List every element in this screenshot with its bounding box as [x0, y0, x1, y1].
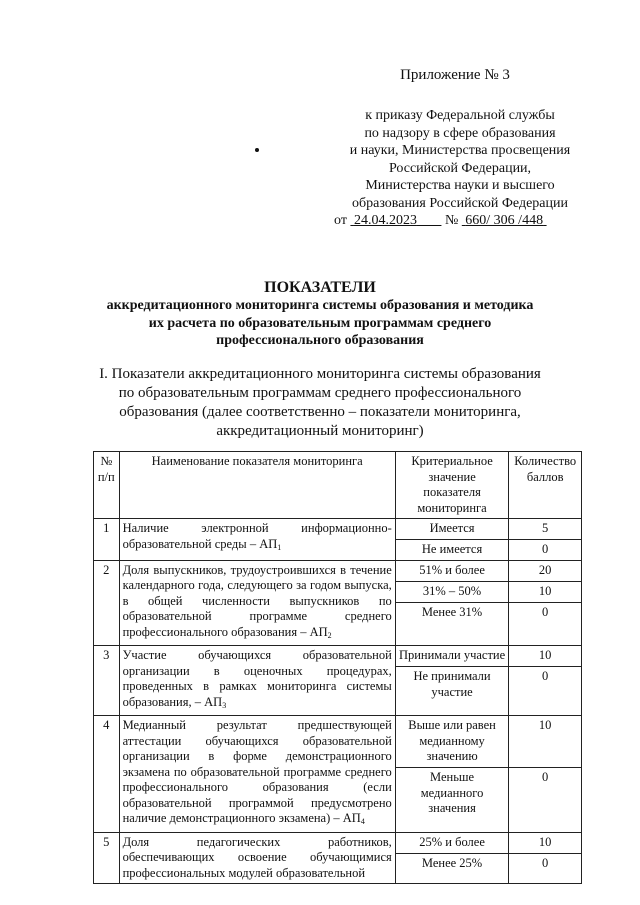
- subtitle-line: профессионального образования: [216, 333, 424, 348]
- header-line: по надзору в сфере образования: [364, 125, 556, 141]
- criterion-cell: [395, 716, 509, 833]
- score-cell: [509, 832, 582, 884]
- table-row: [94, 519, 582, 561]
- indicator-subscript: 4: [360, 817, 365, 826]
- criterion-value: Менее 31%: [421, 604, 483, 619]
- score-value: 10: [509, 646, 581, 667]
- row-number: 2: [94, 560, 120, 646]
- header-line: к приказу Федеральной службы: [365, 108, 555, 123]
- score-value: 0: [542, 604, 549, 619]
- indicator-name: Доля выпускников, трудоустроившихся в течение календарного года, следующего за годом выпуска, в общей численности выпускников по образовательной программе среднего профессионального образования – $АП_2$: [119, 560, 395, 646]
- ink-dot: [255, 148, 259, 152]
- col-header-name: Наименование показателя мониторинга: [119, 452, 395, 519]
- section-line: по образовательным программам среднего профессионального: [118, 385, 522, 401]
- indicator-subscript: 1: [277, 542, 282, 552]
- score-cell: [509, 716, 582, 833]
- criterion-cell: [395, 560, 509, 646]
- score-cell: [509, 560, 582, 646]
- row-number: 4: [94, 716, 120, 833]
- indicator-name: Наличие электронной информационно-образовательной среды – $АП_1$: [119, 519, 395, 561]
- indicator-subscript: 3: [222, 700, 227, 710]
- score-value: 10: [509, 833, 581, 854]
- section-line: образования (далее соответственно – показатели мониторинга,: [119, 404, 521, 420]
- score-value: 10: [509, 716, 581, 768]
- score-value: 20: [509, 561, 581, 582]
- row-number: 3: [94, 646, 120, 716]
- col-header-num: № п/п: [94, 452, 120, 519]
- table-row: [94, 560, 582, 646]
- table-row: [94, 646, 582, 716]
- criterion-value: 25% и более: [396, 833, 509, 854]
- score-value: 10: [509, 582, 581, 603]
- appendix-label: Приложение № 3: [400, 67, 510, 83]
- criterion-cell: [395, 646, 509, 716]
- order-reference: [300, 107, 620, 230]
- header-line: и науки, Министерства просвещения: [349, 143, 571, 158]
- criterion-value: 51% и более: [396, 561, 509, 582]
- indicators-table: [93, 451, 582, 884]
- date-prefix: от: [334, 213, 347, 228]
- criterion-value: 31% – 50%: [396, 582, 509, 603]
- criterion-value: Не принимали участие: [413, 669, 491, 699]
- score-value: 5: [509, 519, 581, 540]
- number-prefix: №: [444, 213, 459, 228]
- row-number: 1: [94, 519, 120, 561]
- document-title: ПОКАЗАТЕЛИ: [264, 279, 376, 296]
- col-header-criterion: Критериальное значение показателя мониторинга: [395, 452, 509, 519]
- header-line: образования Российской Федерации: [352, 195, 568, 211]
- col-header-score: Количество баллов: [509, 452, 582, 519]
- score-value: 0: [542, 669, 549, 683]
- indicator-name: Доля педагогических работников, обеспечивающих освоение обучающимися профессиональных модулей образовательной: [119, 832, 395, 884]
- score-value: 0: [542, 855, 549, 870]
- table-body: [94, 519, 582, 884]
- criterion-value: Выше или равен медианному значению: [396, 716, 509, 768]
- table-row: [94, 716, 582, 833]
- subtitle-line: их расчета по образовательным программам среднего: [148, 315, 492, 331]
- header-line: Российской Федерации,: [388, 160, 532, 176]
- order-date: 24.04.2023: [353, 213, 417, 228]
- score-cell: [509, 646, 582, 716]
- criterion-value: Имеется: [396, 519, 509, 540]
- table-row: [94, 832, 582, 884]
- criterion-value: Не имеется: [421, 542, 483, 556]
- row-number: 5: [94, 832, 120, 884]
- document-subtitle: [0, 297, 640, 350]
- order-number: 660/ 306 /448: [465, 213, 544, 228]
- indicator-name: Участие обучающихся образовательной организации в оценочных процедурах, проведенных в рамках мониторинга системы образования, – $АП_3$: [119, 646, 395, 716]
- score-value: 0: [542, 770, 549, 784]
- criterion-value: Меньше медианного значения: [420, 770, 484, 815]
- section-heading: [60, 365, 580, 441]
- score-value: 0: [542, 542, 549, 556]
- section-line: I. Показатели аккредитационного мониторинга системы образования: [99, 366, 541, 382]
- order-date-number: [300, 212, 620, 230]
- score-cell: [509, 519, 582, 561]
- section-line: аккредитационный мониторинг): [216, 423, 424, 439]
- criterion-cell: [395, 519, 509, 561]
- criterion-cell: [395, 832, 509, 884]
- table-header-row: [94, 452, 582, 519]
- criterion-value: Менее 25%: [421, 855, 483, 870]
- indicator-name: Медианный результат предшествующей аттестации обучающихся образовательной организации в форме демонстрационного экзамена по образовательной программе среднего профессионального образования (если образовательной программой предусмотрено наличие демонстрационного экзамена) – $АП_4$: [119, 716, 395, 833]
- indicator-subscript: 2: [327, 630, 332, 640]
- criterion-value: Принимали участие: [396, 646, 509, 667]
- header-line: Министерства науки и высшего: [365, 178, 555, 193]
- subtitle-line: аккредитационного мониторинга системы образования и методика: [106, 298, 534, 313]
